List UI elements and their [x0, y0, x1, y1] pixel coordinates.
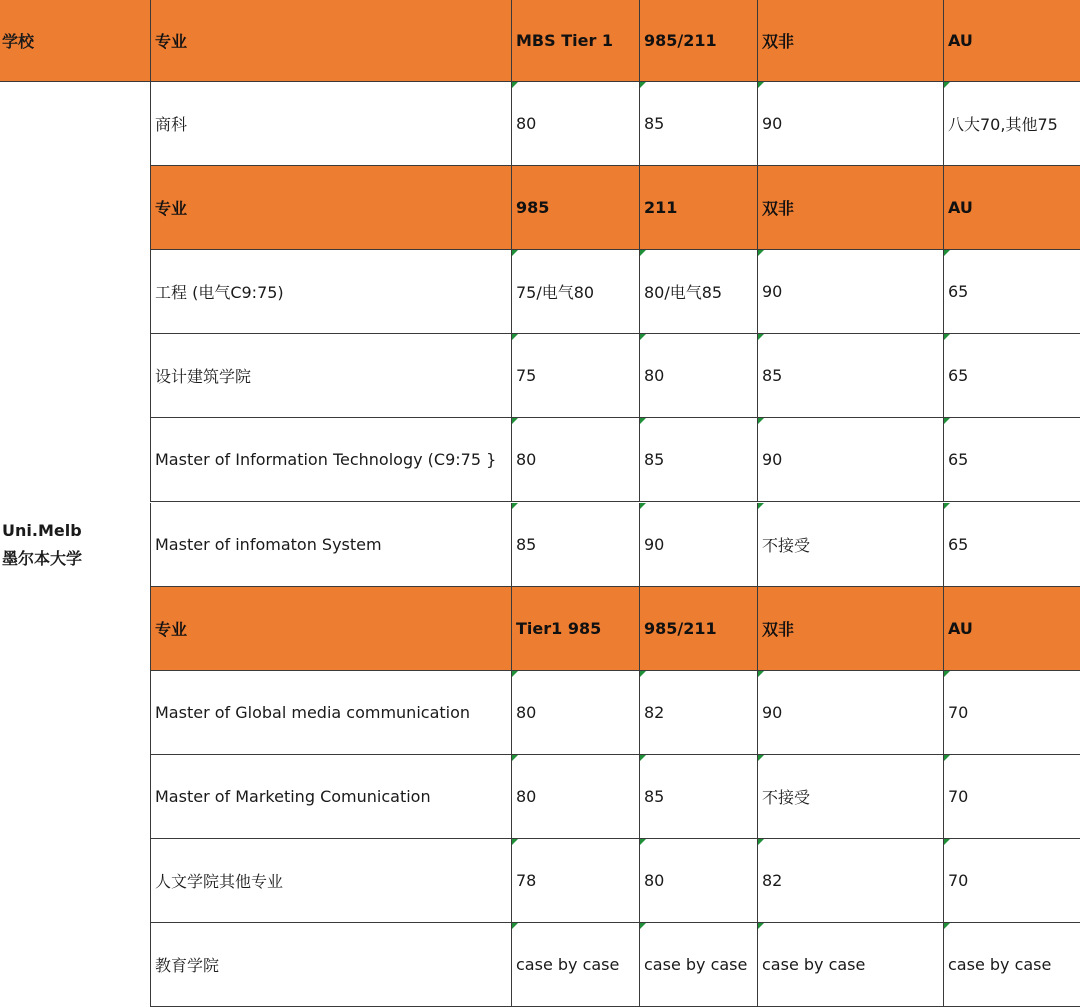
header-au: AU: [943, 0, 1080, 81]
table-row: [150, 503, 1080, 587]
cell-tier1: 80: [511, 671, 639, 754]
cell-tier2: 80/电气85: [639, 250, 757, 333]
cell-major: Master of infomaton System: [150, 503, 511, 586]
header-major: 专业: [150, 0, 511, 81]
cell-au: 65: [943, 503, 1080, 586]
table-row: [150, 250, 1080, 334]
cell-shuangfei: 90: [757, 418, 943, 501]
section-header-au: AU: [943, 166, 1080, 249]
header-shuangfei: 双非: [757, 0, 943, 81]
cell-tier1: 80: [511, 418, 639, 501]
section-header-tier1: 985: [511, 166, 639, 249]
table-row: [150, 839, 1080, 923]
cell-shuangfei: 82: [757, 839, 943, 922]
cell-tier2: 85: [639, 82, 757, 165]
school-column-header: [0, 0, 150, 82]
section-header-au: AU: [943, 587, 1080, 670]
cell-shuangfei: 不接受: [757, 755, 943, 838]
table-row: [150, 418, 1080, 502]
cell-au: 70: [943, 671, 1080, 754]
section-header-row: [150, 587, 1080, 671]
cell-tier1: 80: [511, 82, 639, 165]
cell-tier1: 85: [511, 503, 639, 586]
cell-shuangfei: 85: [757, 334, 943, 417]
section-header-shuangfei: 双非: [757, 587, 943, 670]
cell-tier1: 75/电气80: [511, 250, 639, 333]
cell-au: case by case: [943, 923, 1080, 1006]
table-row: [150, 82, 1080, 166]
cell-au: 70: [943, 839, 1080, 922]
section-header-tier1: Tier1 985: [511, 587, 639, 670]
cell-shuangfei: 90: [757, 671, 943, 754]
cell-au: 八大70,其他75: [943, 82, 1080, 165]
cell-tier1: case by case: [511, 923, 639, 1006]
section-header-major: 专业: [150, 166, 511, 249]
cell-major: Master of Global media communication: [150, 671, 511, 754]
section-header-row: [150, 166, 1080, 250]
cell-shuangfei: 90: [757, 250, 943, 333]
cell-shuangfei: 不接受: [757, 503, 943, 586]
table-row: [150, 923, 1080, 1007]
cell-major: Master of Information Technology (C9:75 }: [150, 418, 511, 501]
cell-au: 65: [943, 334, 1080, 417]
section-header-tier2: 985/211: [639, 587, 757, 670]
cell-major: 教育学院: [150, 923, 511, 1006]
table-row: [150, 671, 1080, 755]
cell-tier1: 78: [511, 839, 639, 922]
table-header-row: [150, 0, 1080, 82]
cell-major: 设计建筑学院: [150, 334, 511, 417]
cell-tier1: 80: [511, 755, 639, 838]
cell-tier2: 80: [639, 839, 757, 922]
cell-tier2: 80: [639, 334, 757, 417]
cell-au: 65: [943, 418, 1080, 501]
section-header-tier2: 211: [639, 166, 757, 249]
cell-tier2: 85: [639, 418, 757, 501]
cell-tier2: 82: [639, 671, 757, 754]
header-tier1: MBS Tier 1: [511, 0, 639, 81]
cell-tier2: 85: [639, 755, 757, 838]
school-name-cell: [0, 82, 150, 1007]
cell-shuangfei: case by case: [757, 923, 943, 1006]
cell-major: 工程 (电气C9:75): [150, 250, 511, 333]
school-name-en: Uni.Melb: [2, 520, 82, 540]
cell-major: 人文学院其他专业: [150, 839, 511, 922]
table-row: [150, 334, 1080, 418]
cell-shuangfei: 90: [757, 82, 943, 165]
table-row: [150, 755, 1080, 839]
cell-au: 65: [943, 250, 1080, 333]
cell-tier2: 90: [639, 503, 757, 586]
cell-tier2: case by case: [639, 923, 757, 1006]
section-header-major: 专业: [150, 587, 511, 670]
cell-major: Master of Marketing Comunication: [150, 755, 511, 838]
header-985-211: 985/211: [639, 0, 757, 81]
school-header-label: 学校: [2, 32, 35, 51]
cell-tier1: 75: [511, 334, 639, 417]
cell-major: 商科: [150, 82, 511, 165]
section-header-shuangfei: 双非: [757, 166, 943, 249]
cell-au: 70: [943, 755, 1080, 838]
school-name-cn: 墨尔本大学: [2, 548, 83, 568]
